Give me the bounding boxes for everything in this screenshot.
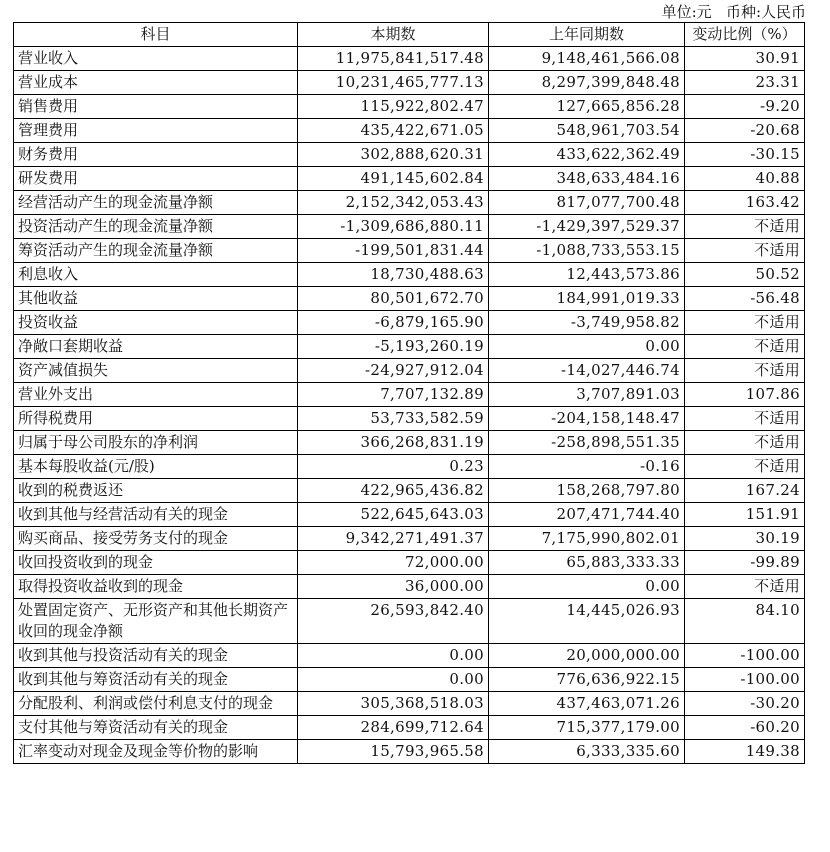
table-row [14, 407, 805, 431]
row-item-label: 购买商品、接受劳务支付的现金 [14, 527, 298, 551]
row-current-value: 80,501,672.70 [298, 287, 489, 311]
row-current-value: -6,879,165.90 [298, 311, 489, 335]
row-change-value: 不适用 [685, 575, 805, 599]
table-row [14, 431, 805, 455]
row-change-value: 不适用 [685, 407, 805, 431]
row-current-value: 491,145,602.84 [298, 167, 489, 191]
row-change-value: 不适用 [685, 311, 805, 335]
row-prior-value: -3,749,958.82 [489, 311, 685, 335]
column-header-current: 本期数 [298, 23, 489, 47]
row-item-label: 营业外支出 [14, 383, 298, 407]
row-change-value: 149.38 [685, 740, 805, 764]
row-prior-value: 3,707,891.03 [489, 383, 685, 407]
row-item-label: 投资收益 [14, 311, 298, 335]
row-prior-value: -1,088,733,553.15 [489, 239, 685, 263]
table-row [14, 287, 805, 311]
row-prior-value: 8,297,399,848.48 [489, 71, 685, 95]
table-row [14, 311, 805, 335]
table-row [14, 71, 805, 95]
row-item-label: 收到的税费返还 [14, 479, 298, 503]
row-prior-value: 12,443,573.86 [489, 263, 685, 287]
row-prior-value: 20,000,000.00 [489, 644, 685, 668]
table-row [14, 479, 805, 503]
table-row [14, 455, 805, 479]
row-item-label: 支付其他与筹资活动有关的现金 [14, 716, 298, 740]
row-current-value: 10,231,465,777.13 [298, 71, 489, 95]
row-current-value: -5,193,260.19 [298, 335, 489, 359]
row-current-value: 9,342,271,491.37 [298, 527, 489, 551]
row-current-value: 435,422,671.05 [298, 119, 489, 143]
row-current-value: 36,000.00 [298, 575, 489, 599]
row-current-value: 72,000.00 [298, 551, 489, 575]
row-current-value: 7,707,132.89 [298, 383, 489, 407]
row-change-value: 23.31 [685, 71, 805, 95]
currency-label: 币种:人民币 [725, 3, 806, 21]
row-change-value: 30.91 [685, 47, 805, 71]
row-current-value: 422,965,436.82 [298, 479, 489, 503]
row-item-label: 经营活动产生的现金流量净额 [14, 191, 298, 215]
row-change-value: 40.88 [685, 167, 805, 191]
row-prior-value: 65,883,333.33 [489, 551, 685, 575]
row-prior-value: 817,077,700.48 [489, 191, 685, 215]
row-item-label: 处置固定资产、无形资产和其他长期资产收回的现金净额 [14, 599, 298, 644]
row-prior-value: 433,622,362.49 [489, 143, 685, 167]
financial-change-table [13, 22, 805, 764]
row-prior-value: 0.00 [489, 575, 685, 599]
row-change-value: -60.20 [685, 716, 805, 740]
table-row [14, 383, 805, 407]
row-item-label: 汇率变动对现金及现金等价物的影响 [14, 740, 298, 764]
row-item-label: 财务费用 [14, 143, 298, 167]
row-change-value: 不适用 [685, 359, 805, 383]
row-current-value: 115,922,802.47 [298, 95, 489, 119]
row-current-value: 366,268,831.19 [298, 431, 489, 455]
table-row [14, 119, 805, 143]
row-change-value: 不适用 [685, 215, 805, 239]
row-item-label: 营业成本 [14, 71, 298, 95]
row-change-value: 163.42 [685, 191, 805, 215]
row-change-value: 107.86 [685, 383, 805, 407]
row-change-value: -99.89 [685, 551, 805, 575]
row-item-label: 研发费用 [14, 167, 298, 191]
row-item-label: 基本每股收益(元/股) [14, 455, 298, 479]
row-current-value: 302,888,620.31 [298, 143, 489, 167]
row-item-label: 取得投资收益收到的现金 [14, 575, 298, 599]
row-item-label: 其他收益 [14, 287, 298, 311]
row-current-value: -1,309,686,880.11 [298, 215, 489, 239]
row-current-value: 0.23 [298, 455, 489, 479]
row-item-label: 收到其他与筹资活动有关的现金 [14, 668, 298, 692]
table-row [14, 239, 805, 263]
row-change-value: -100.00 [685, 668, 805, 692]
row-prior-value: 715,377,179.00 [489, 716, 685, 740]
table-row [14, 692, 805, 716]
row-item-label: 收到其他与经营活动有关的现金 [14, 503, 298, 527]
row-change-value: 50.52 [685, 263, 805, 287]
table-row [14, 503, 805, 527]
row-item-label: 收到其他与投资活动有关的现金 [14, 644, 298, 668]
column-header-item: 科目 [14, 23, 298, 47]
row-prior-value: -14,027,446.74 [489, 359, 685, 383]
row-item-label: 归属于母公司股东的净利润 [14, 431, 298, 455]
table-row [14, 668, 805, 692]
unit-currency-line [662, 2, 806, 22]
row-current-value: 0.00 [298, 644, 489, 668]
row-item-label: 资产减值损失 [14, 359, 298, 383]
table-header-row [14, 23, 805, 47]
table-row [14, 551, 805, 575]
table-row [14, 335, 805, 359]
row-item-label: 净敞口套期收益 [14, 335, 298, 359]
table-row [14, 263, 805, 287]
row-prior-value: -0.16 [489, 455, 685, 479]
row-change-value: 不适用 [685, 455, 805, 479]
row-prior-value: 776,636,922.15 [489, 668, 685, 692]
row-item-label: 销售费用 [14, 95, 298, 119]
row-prior-value: 548,961,703.54 [489, 119, 685, 143]
row-current-value: 0.00 [298, 668, 489, 692]
row-current-value: 26,593,842.40 [298, 599, 489, 644]
row-change-value: 不适用 [685, 431, 805, 455]
row-change-value: -20.68 [685, 119, 805, 143]
table-row [14, 359, 805, 383]
table-row [14, 599, 805, 644]
table-row [14, 167, 805, 191]
table-body [14, 47, 805, 764]
row-current-value: 11,975,841,517.48 [298, 47, 489, 71]
row-prior-value: 127,665,856.28 [489, 95, 685, 119]
row-prior-value: -1,429,397,529.37 [489, 215, 685, 239]
row-current-value: 522,645,643.03 [298, 503, 489, 527]
row-prior-value: 6,333,335.60 [489, 740, 685, 764]
row-current-value: -199,501,831.44 [298, 239, 489, 263]
table-row [14, 95, 805, 119]
row-current-value: 18,730,488.63 [298, 263, 489, 287]
truncated-footnote [13, 844, 804, 852]
row-prior-value: 437,463,071.26 [489, 692, 685, 716]
row-prior-value: 9,148,461,566.08 [489, 47, 685, 71]
row-change-value: -56.48 [685, 287, 805, 311]
row-prior-value: 14,445,026.93 [489, 599, 685, 644]
unit-label: 单位:元 [661, 3, 712, 21]
row-item-label: 分配股利、利润或偿付利息支付的现金 [14, 692, 298, 716]
row-item-label: 收回投资收到的现金 [14, 551, 298, 575]
table-row [14, 740, 805, 764]
row-prior-value: -258,898,551.35 [489, 431, 685, 455]
row-prior-value: 348,633,484.16 [489, 167, 685, 191]
row-item-label: 筹资活动产生的现金流量净额 [14, 239, 298, 263]
table-row [14, 215, 805, 239]
row-prior-value: 207,471,744.40 [489, 503, 685, 527]
table-row [14, 575, 805, 599]
row-change-value: 84.10 [685, 599, 805, 644]
row-change-value: -30.15 [685, 143, 805, 167]
row-change-value: 30.19 [685, 527, 805, 551]
table-row [14, 47, 805, 71]
row-change-value: 167.24 [685, 479, 805, 503]
table-row [14, 716, 805, 740]
row-item-label: 管理费用 [14, 119, 298, 143]
row-change-value: 151.91 [685, 503, 805, 527]
row-prior-value: -204,158,148.47 [489, 407, 685, 431]
row-current-value: 53,733,582.59 [298, 407, 489, 431]
row-item-label: 所得税费用 [14, 407, 298, 431]
row-change-value: -9.20 [685, 95, 805, 119]
row-change-value: -100.00 [685, 644, 805, 668]
row-current-value: 284,699,712.64 [298, 716, 489, 740]
table-row [14, 191, 805, 215]
row-item-label: 利息收入 [14, 263, 298, 287]
row-prior-value: 7,175,990,802.01 [489, 527, 685, 551]
table-row [14, 527, 805, 551]
row-item-label: 投资活动产生的现金流量净额 [14, 215, 298, 239]
row-current-value: -24,927,912.04 [298, 359, 489, 383]
row-prior-value: 158,268,797.80 [489, 479, 685, 503]
row-item-label: 营业收入 [14, 47, 298, 71]
row-change-value: -30.20 [685, 692, 805, 716]
row-prior-value: 0.00 [489, 335, 685, 359]
column-header-change: 变动比例（%） [685, 23, 805, 47]
row-prior-value: 184,991,019.33 [489, 287, 685, 311]
table-row [14, 644, 805, 668]
column-header-prior: 上年同期数 [489, 23, 685, 47]
table-row [14, 143, 805, 167]
row-change-value: 不适用 [685, 335, 805, 359]
row-change-value: 不适用 [685, 239, 805, 263]
row-current-value: 15,793,965.58 [298, 740, 489, 764]
row-current-value: 2,152,342,053.43 [298, 191, 489, 215]
row-current-value: 305,368,518.03 [298, 692, 489, 716]
